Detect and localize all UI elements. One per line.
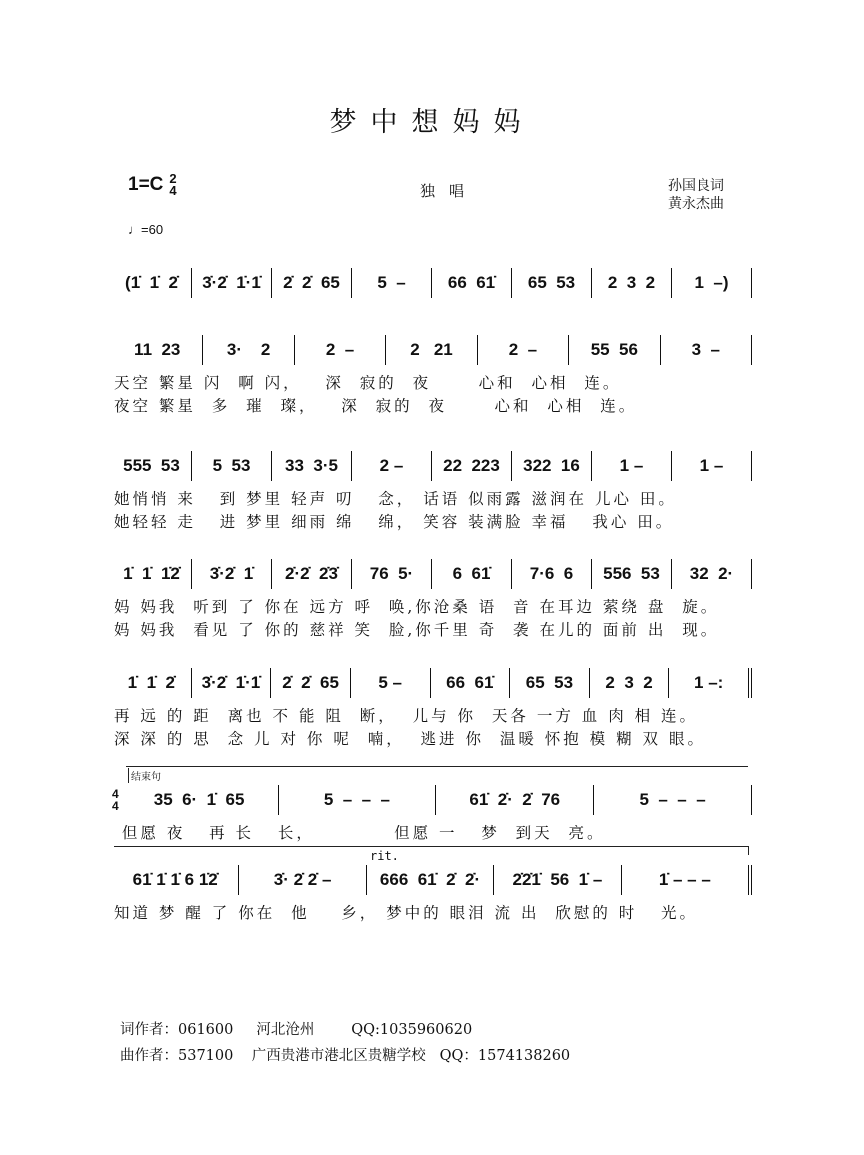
lyrics-verse-1: 知道 梦 醒 了 你在 他 乡， 梦中的 眼泪 流 出 欣慰的 时 光。 [114, 904, 699, 922]
lyricist: 孙国良词 [668, 178, 724, 194]
notation-line [112, 268, 752, 298]
measure: 1 –) [672, 268, 752, 298]
measure: 555 53 [112, 451, 192, 481]
measure: 1 – [672, 451, 752, 481]
lyrics-verse-1: 再 远 的 距 离也 不 能 阻 断， 儿与 你 天各 一方 血 肉 相 连。 [114, 707, 699, 725]
measure: 55 56 [569, 335, 660, 365]
key-signature [128, 173, 177, 197]
lyrics-verse-2: 她轻轻 走 进 梦里 细雨 绵 绵， 笑容 装满脸 幸福 我心 田。 [114, 513, 675, 531]
lyrics-verse-1: 妈 妈我 听到 了 你在 远方 呼 唤,你沧桑 语 音 在耳边 萦绕 盘 旋。 [114, 598, 720, 616]
time-signature-change [112, 788, 119, 812]
song-title: 梦中想妈妈 [329, 107, 535, 138]
line-bracket [114, 846, 749, 855]
measure: 61̇ 1̇ 1̇ 6 1̇2̇ [112, 865, 239, 895]
measure: 33 3·5 [272, 451, 352, 481]
measure: 1̇ – – – [622, 865, 752, 895]
measure: 5 – – – [279, 785, 437, 815]
measure: 6 61̇ [432, 559, 512, 589]
measure: 2̇2̇1̇ 56 1̇ – [494, 865, 621, 895]
notation-line [112, 451, 752, 481]
lyrics-verse-2: 妈 妈我 看见 了 你的 慈祥 笑 脸,你千里 奇 袭 在儿的 面前 出 现。 [114, 621, 720, 639]
composer-contact: 曲作者：537100 广西贵港市港北区贵糖学校 QQ：1574138260 [120, 1048, 571, 1064]
rit-marking: rit. [370, 849, 399, 863]
time-signature [169, 173, 176, 197]
measure: 1 – [592, 451, 672, 481]
measure: 65 53 [510, 668, 590, 698]
measure: 1̇ 1̇ 2̇ [112, 668, 192, 698]
measure: 3̇·2̇ 1̇·1̇ [192, 668, 272, 698]
notation-line [112, 668, 752, 698]
notation-line [112, 785, 752, 815]
measure: 2 21 [386, 335, 477, 365]
lyrics-verse-2: 夜空 繁星 多 璀 璨， 深 寂的 夜 心和 心相 连。 [114, 397, 638, 415]
measure: 5 – [352, 268, 432, 298]
measure: 3 – [661, 335, 752, 365]
notation-line [112, 865, 752, 895]
measure: 556 53 [592, 559, 672, 589]
measure: 1 –: [669, 668, 752, 698]
measure: 2̇ 2̇ 65 [271, 668, 351, 698]
measure: 5 – [351, 668, 431, 698]
time-bottom: 4 [169, 183, 177, 198]
measure: 3̇·2̇ 1̇·1̇ [192, 268, 272, 298]
measure: 666 61̇ 2̇ 2̇· [367, 865, 494, 895]
measure: 65 53 [512, 268, 592, 298]
measure: 3̇·2̇ 1̇ [192, 559, 272, 589]
measure: 35 6· 1̇ 65 [121, 785, 279, 815]
measure: 66 61̇ [432, 268, 512, 298]
measure: 22 223 [432, 451, 512, 481]
measure: 2̇·2̇ 2̇3̇ [272, 559, 352, 589]
measure: 5 – – – [594, 785, 752, 815]
measure: 322 16 [512, 451, 592, 481]
performance-type: 独唱 [420, 182, 479, 200]
measure: 61̇ 2̇· 2̇ 76 [436, 785, 594, 815]
measure: 7·6 6 [512, 559, 592, 589]
time-top: 4 [112, 787, 119, 801]
lyrics-verse-1: 天空 繁星 闪 啊 闪， 深 寂的 夜 心和 心相 连。 [114, 374, 622, 392]
key: 1=C [128, 174, 164, 196]
lyricist-contact: 词作者：061600 河北沧州 QQ:1035960620 [120, 1022, 473, 1038]
measure: 1̇ 1̇ 1̇2̇ [112, 559, 192, 589]
measure: 2 3 2 [592, 268, 672, 298]
measure: 3̇· 2̇ 2̇ – [239, 865, 366, 895]
measure: 2 – [352, 451, 432, 481]
lyrics-verse-1: 她悄悄 来 到 梦里 轻声 叨 念， 话语 似雨露 滋润在 儿心 田。 [114, 490, 677, 508]
measure: (1̇ 1̇ 2̇ [112, 268, 192, 298]
measure: 5 53 [192, 451, 272, 481]
lyrics-verse-1: 但愿 夜 再 长 长， 但愿 一 梦 到天 亮。 [114, 824, 606, 842]
time-top: 2 [169, 171, 177, 186]
measure: 2̇ 2̇ 65 [272, 268, 352, 298]
measure: 76 5· [352, 559, 432, 589]
notation-line [112, 335, 752, 365]
ending-label: 结束句 [128, 768, 161, 783]
measure: 2 – [295, 335, 386, 365]
notation-line [112, 559, 752, 589]
time-bottom: 4 [112, 799, 119, 813]
tempo-marking: ♩=60 [128, 222, 164, 237]
lyrics-verse-2: 深 深 的 思 念 儿 对 你 呢 喃， 逃进 你 温暖 怀抱 模 糊 双 眼。 [114, 730, 706, 748]
measure: 3· 2 [203, 335, 294, 365]
measure: 2 3 2 [590, 668, 670, 698]
measure: 66 61̇ [431, 668, 511, 698]
measure: 32 2· [672, 559, 752, 589]
measure: 11 23 [112, 335, 203, 365]
measure: 2 – [478, 335, 569, 365]
composer: 黄永杰曲 [668, 196, 724, 212]
ending-bracket [126, 766, 748, 783]
